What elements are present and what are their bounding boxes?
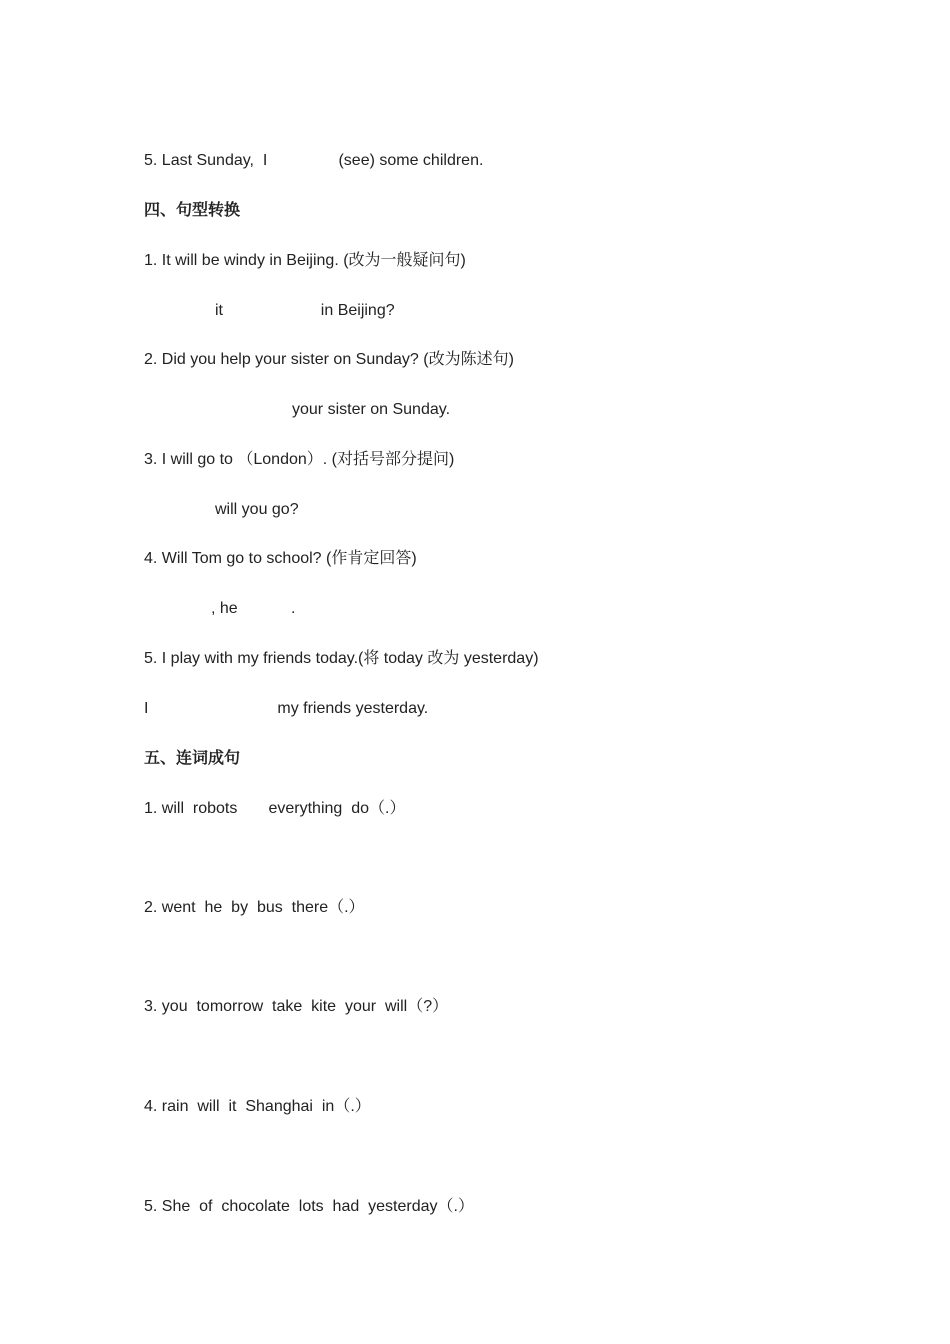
q3-answer: will you go? [215, 501, 299, 518]
list-item: 3. you tomorrow take kite your will（?） [144, 998, 449, 1015]
q3-prompt: 3. I will go to （London）. (对括号部分提问) [144, 451, 455, 468]
list-item: 5. She of chocolate lots had yesterday（.） [144, 1198, 474, 1215]
q1-answer: it in Beijing? [215, 302, 395, 319]
list-item: 4. rain will it Shanghai in（.） [144, 1098, 371, 1115]
q4-prompt: 4. Will Tom go to school? (作肯定回答) [144, 550, 417, 567]
q2-prompt: 2. Did you help your sister on Sunday? (改为陈述句) [144, 351, 514, 368]
q5-prompt: 5. I play with my friends today.(将 today 改为 yesterday) [144, 650, 539, 667]
section4-heading: 四、句型转换 [144, 202, 241, 219]
q4-answer: , he . [211, 600, 296, 617]
q5-answer: I my friends yesterday. [144, 700, 429, 717]
list-item: 2. went he by bus there（.） [144, 899, 365, 916]
list-item: 1. will robots everything do（.） [144, 800, 406, 817]
q2-answer: your sister on Sunday. [292, 401, 451, 418]
section5-heading: 五、连词成句 [144, 750, 241, 767]
section3-item5: 5. Last Sunday, I (see) some children. [144, 152, 484, 169]
q1-prompt: 1. It will be windy in Beijing. (改为一般疑问句) [144, 252, 466, 269]
